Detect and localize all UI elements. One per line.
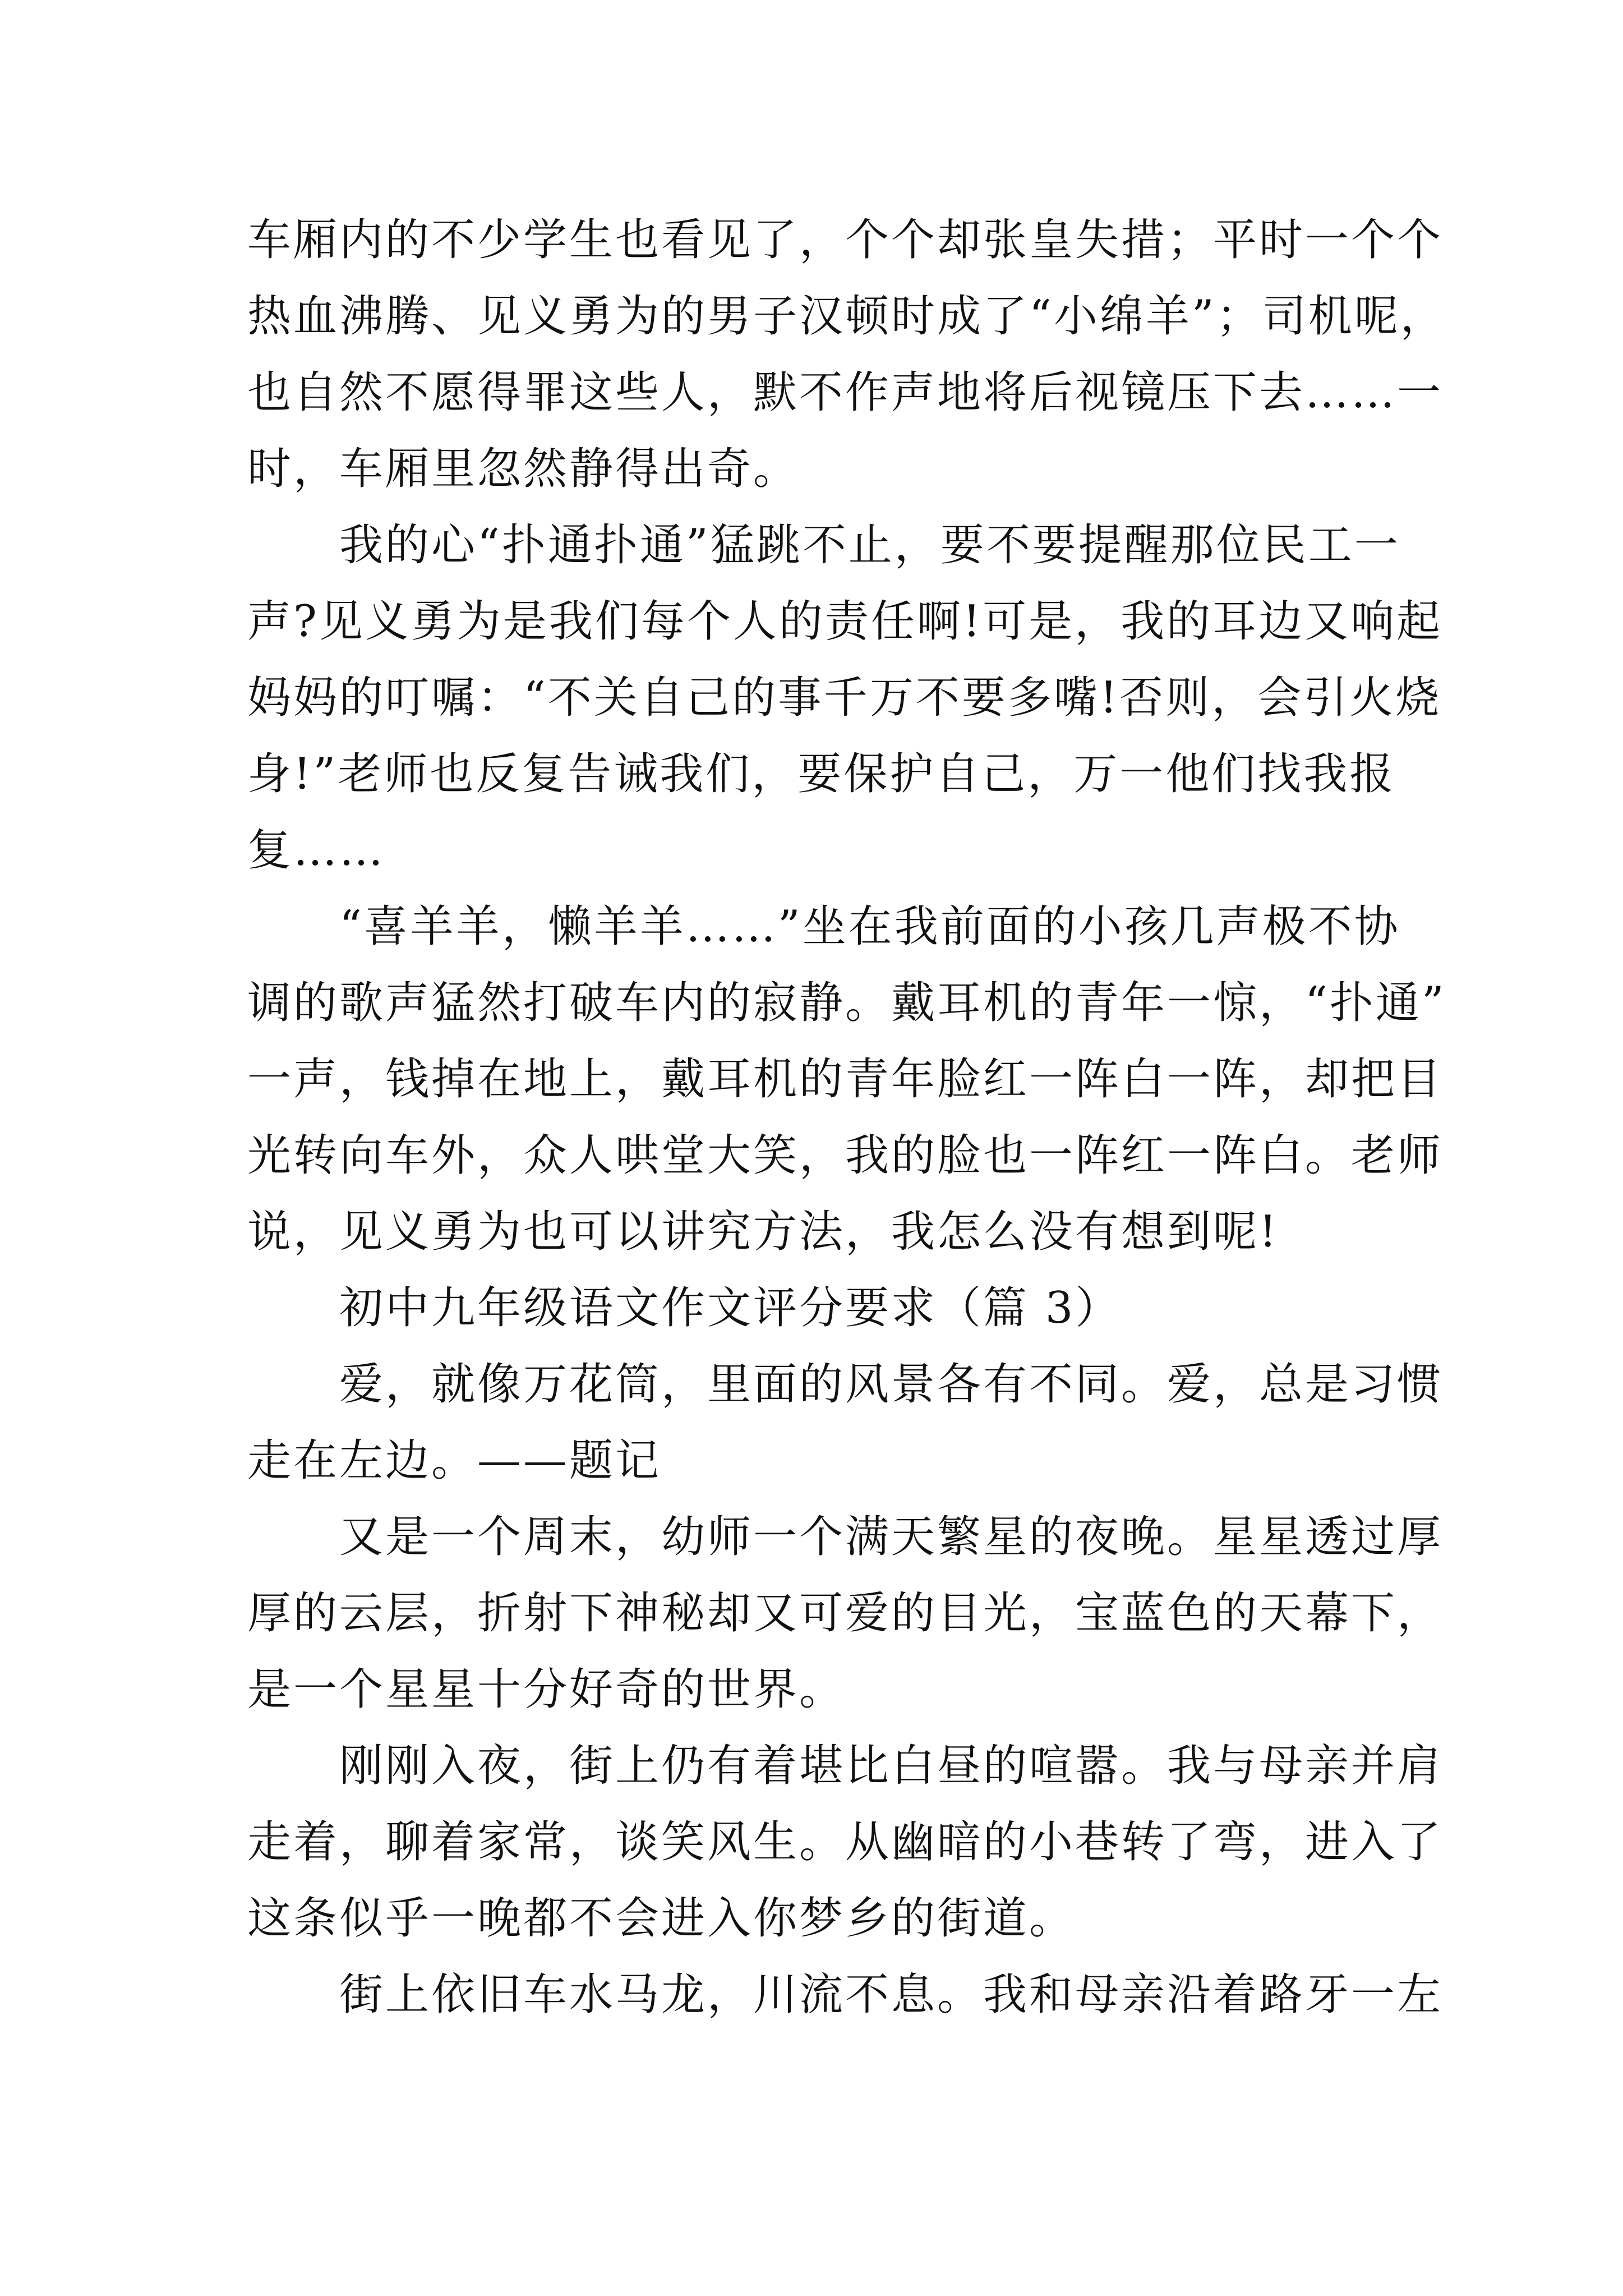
text-line: 走在左边。——题记 (247, 1435, 662, 1486)
text-line: 复…… (247, 825, 386, 876)
text-line: 刚刚入夜，街上仍有着堪比白昼的喧嚣。我与母亲并肩 (339, 1741, 1444, 1791)
text-line: 热血沸腾、见义勇为的男子汉顿时成了“小绵羊”；司机呢， (247, 291, 1446, 342)
text-line: 街上依旧车水马龙，川流不息。我和母亲沿着路牙一左 (339, 1970, 1444, 2020)
text-line: 妈妈的叮嘱：“不关自己的事千万不要多嘴!否则，会引火烧 (247, 673, 1442, 723)
text-line: 是一个星星十分好奇的世界。 (247, 1664, 846, 1715)
text-line: 身!”老师也反复告诫我们，要保护自己，万一他们找我报 (247, 749, 1396, 799)
text-line: 调的歌声猛然打破车内的寂静。戴耳机的青年一惊，“扑通” (247, 978, 1446, 1028)
text-line: 一声，钱掉在地上，戴耳机的青年脸红一阵白一阵，却把目 (247, 1054, 1444, 1105)
text-line: “喜羊羊，懒羊羊……”坐在我前面的小孩几声极不协 (339, 901, 1400, 952)
text-line: 初中九年级语文作文评分要求（篇 3） (339, 1283, 1122, 1333)
text-line: 说，见义勇为也可以讲究方法，我怎么没有想到呢! (247, 1207, 1279, 1257)
text-line: 时，车厢里忽然静得出奇。 (247, 444, 800, 494)
text-line: 厚的云层，折射下神秘却又可爱的目光，宝蓝色的天幕下， (247, 1588, 1444, 1639)
text-line: 车厢内的不少学生也看见了，个个却张皇失措；平时一个个 (247, 215, 1444, 265)
text-line: 我的心“扑通扑通”猛跳不止，要不要提醒那位民工一 (339, 520, 1400, 570)
text-line: 走着，聊着家常，谈笑风生。从幽暗的小巷转了弯，进入了 (247, 1817, 1444, 1867)
text-line: 声?见义勇为是我们每个人的责任啊!可是，我的耳边又响起 (247, 596, 1443, 647)
text-line: 这条似乎一晚都不会进入你梦乡的街道。 (247, 1893, 1076, 1944)
text-line: 又是一个周末，幼师一个满天繁星的夜晚。星星透过厚 (339, 1512, 1444, 1562)
text-line: 也自然不愿得罪这些人，默不作声地将后视镜压下去……一 (247, 367, 1444, 418)
document-body (247, 202, 1446, 2033)
text-line: 爱，就像万花筒，里面的风景各有不同。爱，总是习惯 (339, 1359, 1444, 1410)
text-line: 光转向车外，众人哄堂大笑，我的脸也一阵红一阵白。老师 (247, 1130, 1444, 1181)
